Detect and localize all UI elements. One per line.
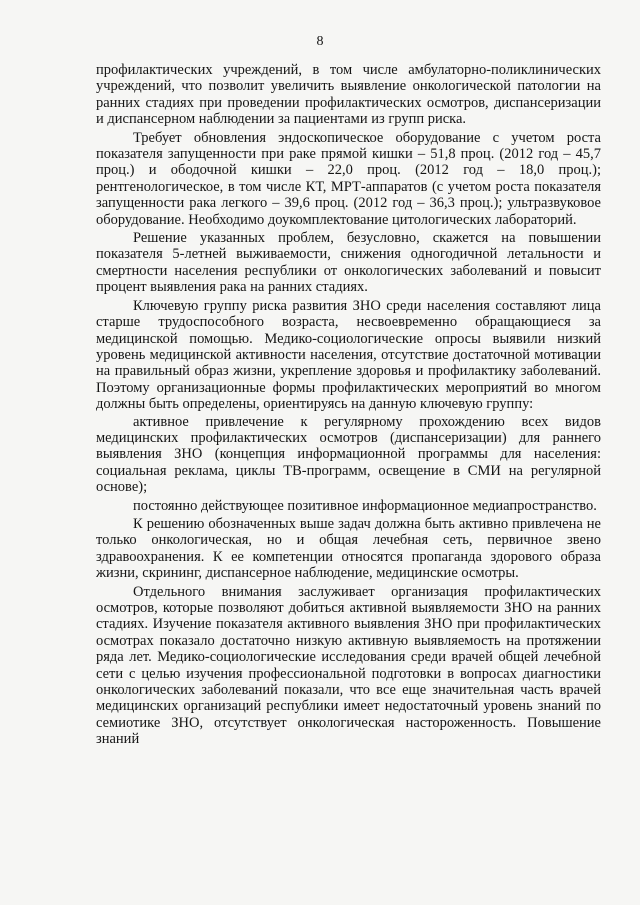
- paragraph-2: Требует обновления эндоскопическое оборудование с учетом роста показателя запущенности при раке прямой кишки – 51,8 проц. (2012 год – 45,7 проц.) и ободочной кишки – 22,0 проц. (2012 год – 18,0 проц.); рентгенологическое, в том числе КТ, МРТ-аппаратов (с учетом роста показателя запущенности рака легкого – 39,6 проц. (2012 год – 36,3 проц.); ультразвуковое оборудование. Необходимо доукомплектование цитологических лабораторий.: [96, 129, 601, 228]
- list-item-1: активное привлечение к регулярному прохождению всех видов медицинских профилактических осмотров (диспансеризации) для раннего выявления ЗНО (концепция информационной программы для населения: социальная реклама, циклы ТВ-программ, освещение в СМИ на регулярной основе);: [96, 413, 601, 496]
- paragraph-6: Отдельного внимания заслуживает организация профилактических осмотров, которые позволяют добиться активной выявляемости ЗНО на ранних стадиях. Изучение показателя активного выявления ЗНО при профилактических осмотрах показало достаточно низкую активную выявляемость на протяжении ряда лет. Медико-социологические исследования среди врачей общей лечебной сети с целью изучения профессиональной подготовки в вопросах диагностики онкологических заболеваний показали, что все еще значительная часть врачей медицинских организаций республики имеет недостаточный уровень знаний по семиотике ЗНО, отсутствует онкологическая настороженность. Повышение знаний: [96, 583, 601, 748]
- paragraph-4: Ключевую группу риска развития ЗНО среди населения составляют лица старше трудоспособного возраста, несвоевременно обращающиеся за медицинской помощью. Медико-социологические опросы выявили низкий уровень медицинской активности населения, отсутствие достаточной мотивации на правильный образ жизни, укрепление здоровья и профилактику заболеваний. Поэтому организационные формы профилактических мероприятий во многом должны быть определены, ориентируясь на данную ключевую группу:: [96, 297, 601, 413]
- paragraph-3: Решение указанных проблем, безусловно, скажется на повышении показателя 5-летней выживаемости, снижения одногодичной летальности и смертности населения республики от онкологических заболеваний и повысит процент выявления рака на ранних стадиях.: [96, 230, 601, 296]
- paragraph-5: К решению обозначенных выше задач должна быть активно привлечена не только онкологическая, но и общая лечебная сеть, первичное звено здравоохранения. К ее компетенции относятся пропаганда здорового образа жизни, скрининг, диспансерное наблюдение, медицинские осмотры.: [96, 515, 601, 582]
- page-number: 8: [316, 34, 324, 49]
- document-body: [96, 62, 601, 748]
- list-item-2: постоянно действующее позитивное информационное медиапространство.: [133, 497, 597, 514]
- paragraph-1: профилактических учреждений, в том числе амбулаторно-поликлинических учреждений, что позволит увеличить выявление онкологической патологии на ранних стадиях при проведении профилактических осмотров, диспансеризации и диспансерном наблюдении за пациентами из групп риска.: [96, 62, 601, 128]
- measures-list: [96, 414, 601, 514]
